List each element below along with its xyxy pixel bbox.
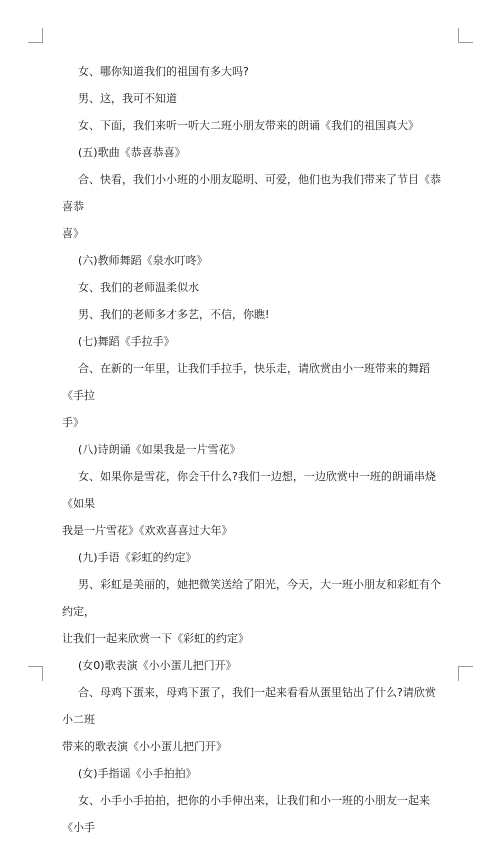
text-line: (八)诗朗诵《如果我是一片雪花》	[78, 443, 241, 456]
text-line: 男、彩虹是美丽的，她把微笑送给了阳光，今天，大一班小朋友和彩虹有个约定，	[62, 578, 441, 618]
text-line: 女、哪你知道我们的祖国有多大吗?	[78, 65, 249, 78]
text-line: 女、如果你是雪花，你会干什么?我们一边想，一边欣赏中一班的朗诵串烧《如果	[62, 470, 436, 510]
crop-mark-top-left	[28, 28, 43, 43]
text-line: 女、下面，我们来听一听大二班小朋友带来的朗诵《我们的祖国真大》	[78, 119, 419, 132]
text-line: 合、快看，我们小小班的小朋友聪明、可爱，他们也为我们带来了节目《恭喜恭	[62, 173, 441, 213]
text-line: 让我们一起来欣赏一下《彩虹的约定》	[62, 632, 249, 645]
text-line: (女0)歌表演《小小蛋儿把门开》	[78, 659, 237, 672]
text-line: 女、小手小手拍拍，把你的小手伸出来，让我们和小一班的小朋友一起来《小手	[62, 794, 430, 834]
text-line: (五)歌曲《恭喜恭喜》	[78, 146, 186, 159]
text-line: (九)手语《彩虹的约定》	[78, 551, 197, 564]
text-line: 女、我们的老师温柔似水	[78, 281, 199, 294]
text-line: 合、在新的一年里，让我们手拉手，快乐走，请欣赏由小一班带来的舞蹈《手拉	[62, 362, 430, 402]
text-line: (女)手指谣《小手拍拍》	[78, 767, 197, 780]
text-line: 喜》	[62, 227, 84, 240]
text-line: 手》	[62, 416, 84, 429]
text-line: (六)教师舞蹈《泉水叮咚》	[78, 254, 208, 267]
crop-mark-bottom-right	[458, 666, 473, 681]
text-line: 男、我们的老师多才多艺，不信，你瞧!	[78, 308, 270, 321]
text-line: 带来的歌表演《小小蛋儿把门开》	[62, 740, 227, 753]
text-line: 男、这，我可不知道	[78, 92, 177, 105]
text-line: (七)舞蹈《手拉手》	[78, 335, 175, 348]
text-line: 我是一片雪花》《欢欢喜喜过大年》	[62, 524, 233, 537]
document-body	[62, 58, 444, 841]
crop-mark-top-right	[458, 28, 473, 43]
crop-mark-bottom-left	[28, 666, 43, 681]
text-line: 合、母鸡下蛋来，母鸡下蛋了，我们一起来看看从蛋里钻出了什么?请欣赏小二班	[62, 686, 436, 726]
